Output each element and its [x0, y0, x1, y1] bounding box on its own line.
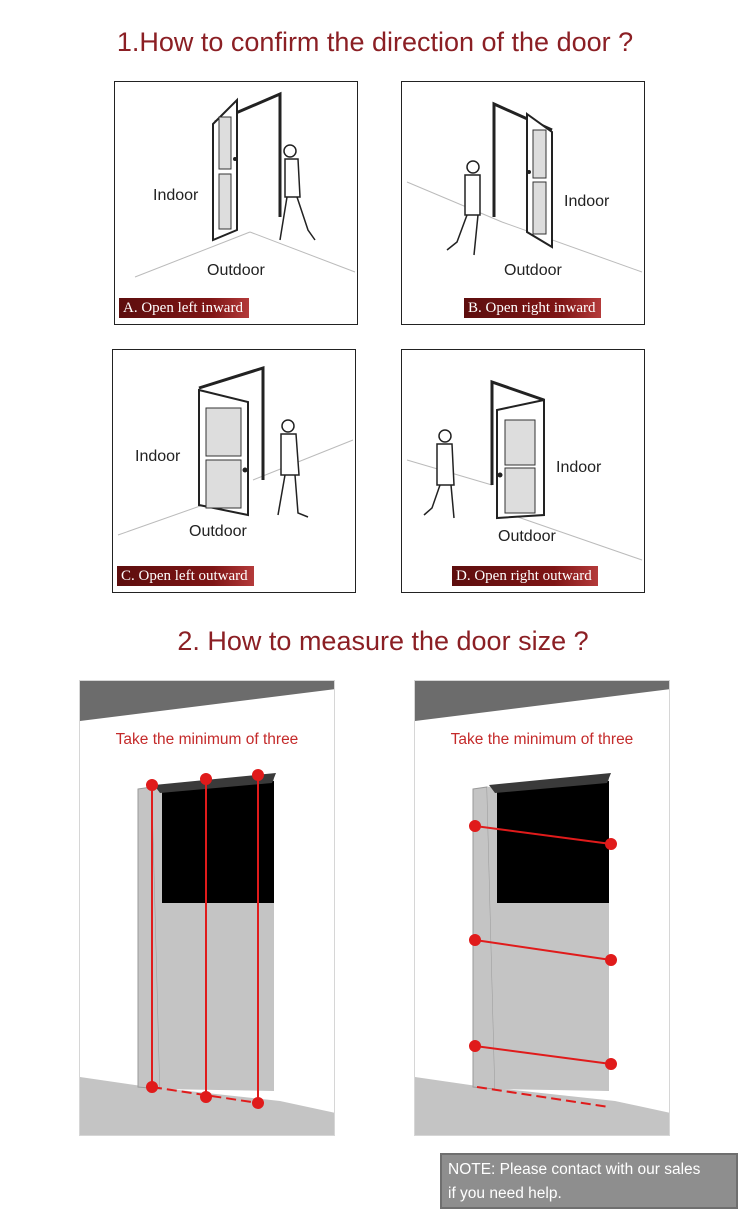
panel-open-right-inward: [401, 81, 645, 325]
note-line-2: if you need help.: [448, 1185, 562, 1202]
door-illustration-a: [115, 82, 358, 325]
caption-d: D. Open right outward: [452, 566, 598, 586]
outdoor-label: Outdoor: [498, 528, 556, 545]
door-illustration-d: [402, 350, 645, 593]
measure-height-illustration: [80, 681, 335, 1136]
indoor-label: Indoor: [153, 187, 199, 204]
section-1-title: 1.How to confirm the direction of the door ?: [116, 27, 634, 57]
panel-open-right-outward: [401, 349, 645, 593]
measure-width-text: Take the minimum of three: [450, 731, 634, 748]
indoor-label: Indoor: [556, 459, 602, 476]
door-illustration-c: [113, 350, 356, 593]
caption-c: C. Open left outward: [117, 566, 254, 586]
panel-open-left-inward: [114, 81, 358, 325]
measure-width-illustration: [415, 681, 670, 1136]
note-box: [440, 1153, 738, 1209]
measure-width-panel: [414, 680, 670, 1136]
section-2-title: 2. How to measure the door size ?: [177, 626, 589, 656]
note-line-1: NOTE: Please contact with our sales: [448, 1161, 701, 1178]
measure-height-panel: [79, 680, 335, 1136]
indoor-label: Indoor: [135, 448, 181, 465]
indoor-label: Indoor: [564, 193, 610, 210]
measure-height-text: Take the minimum of three: [115, 731, 299, 748]
outdoor-label: Outdoor: [207, 262, 265, 279]
caption-b: B. Open right inward: [464, 298, 601, 318]
outdoor-label: Outdoor: [189, 523, 247, 540]
outdoor-label: Outdoor: [504, 262, 562, 279]
caption-a: A. Open left inward: [119, 298, 249, 318]
panel-open-left-outward: [112, 349, 356, 593]
